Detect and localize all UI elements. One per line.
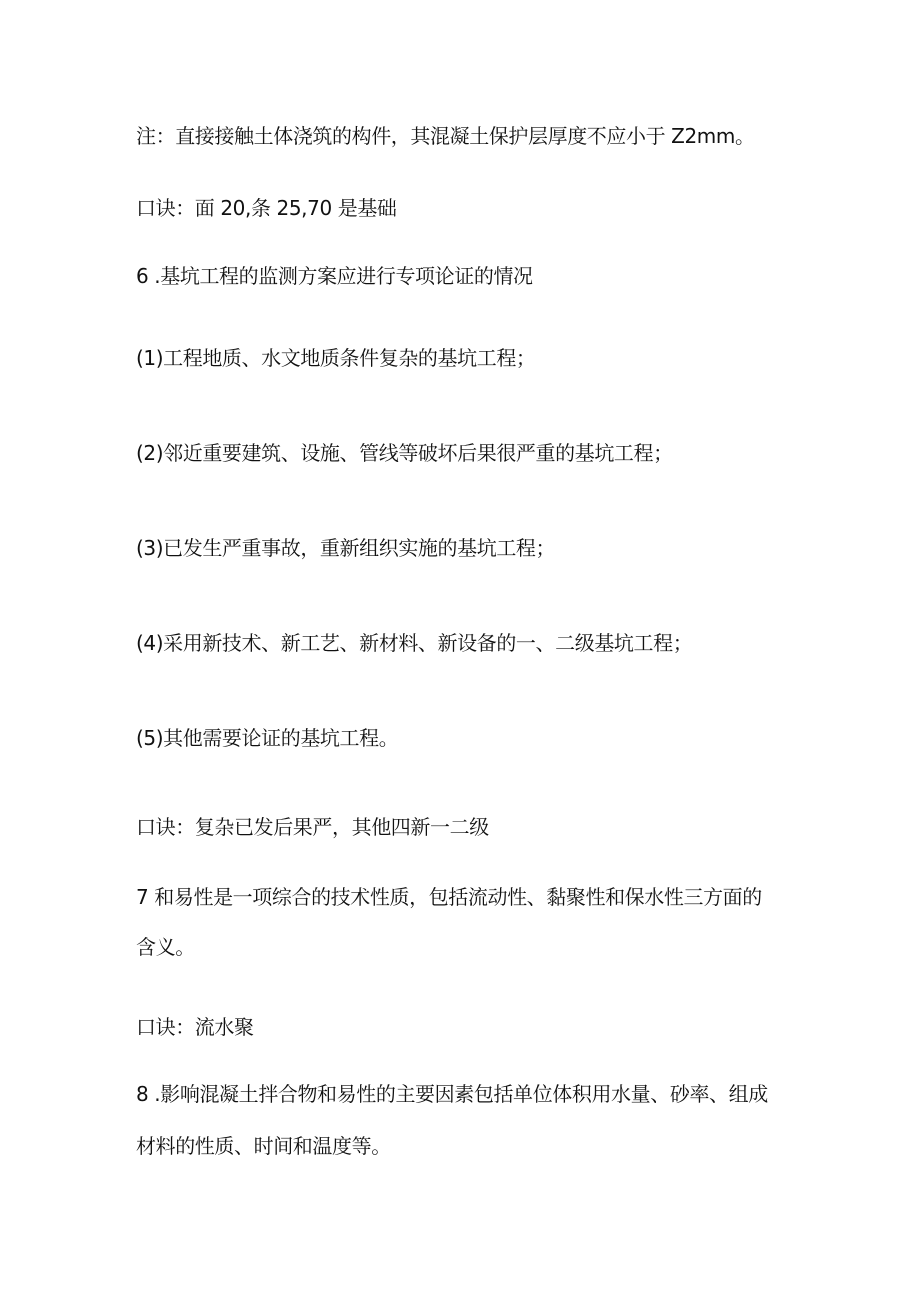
item-2: (2)邻近重要建筑、设施、管线等破坏后果很严重的基坑工程；	[136, 441, 673, 465]
section-6-heading: 6 .基坑工程的监测方案应进行专项论证的情况	[136, 264, 533, 288]
mnemonic-workability: 口诀：流水聚	[136, 1015, 254, 1039]
mnemonic-cover: 口诀：面 20,条 25,70 是基础	[136, 196, 397, 220]
section-7-line-1: 7 和易性是一项综合的技术性质，包括流动性、黏聚性和保水性三方面的	[136, 885, 762, 909]
mnemonic-foundation-pit: 口诀：复杂已发后果严，其他四新一二级	[136, 815, 489, 839]
section-8-line-1: 8 .影响混凝土拌合物和易性的主要因素包括单位体积用水量、砂率、组成	[136, 1082, 768, 1106]
item-3: (3)已发生严重事故，重新组织实施的基坑工程；	[136, 536, 556, 560]
note-cover-thickness: 注：直接接触土体浇筑的构件，其混凝土保护层厚度不应小于 Z2mm。	[136, 124, 755, 148]
section-8-line-2: 材料的性质、时间和温度等。	[136, 1134, 391, 1158]
item-1: (1)工程地质、水文地质条件复杂的基坑工程；	[136, 346, 536, 370]
item-4: (4)采用新技术、新工艺、新材料、新设备的一、二级基坑工程；	[136, 631, 693, 655]
section-7-line-2: 含义。	[136, 935, 195, 959]
item-5: (5)其他需要论证的基坑工程。	[136, 726, 399, 750]
